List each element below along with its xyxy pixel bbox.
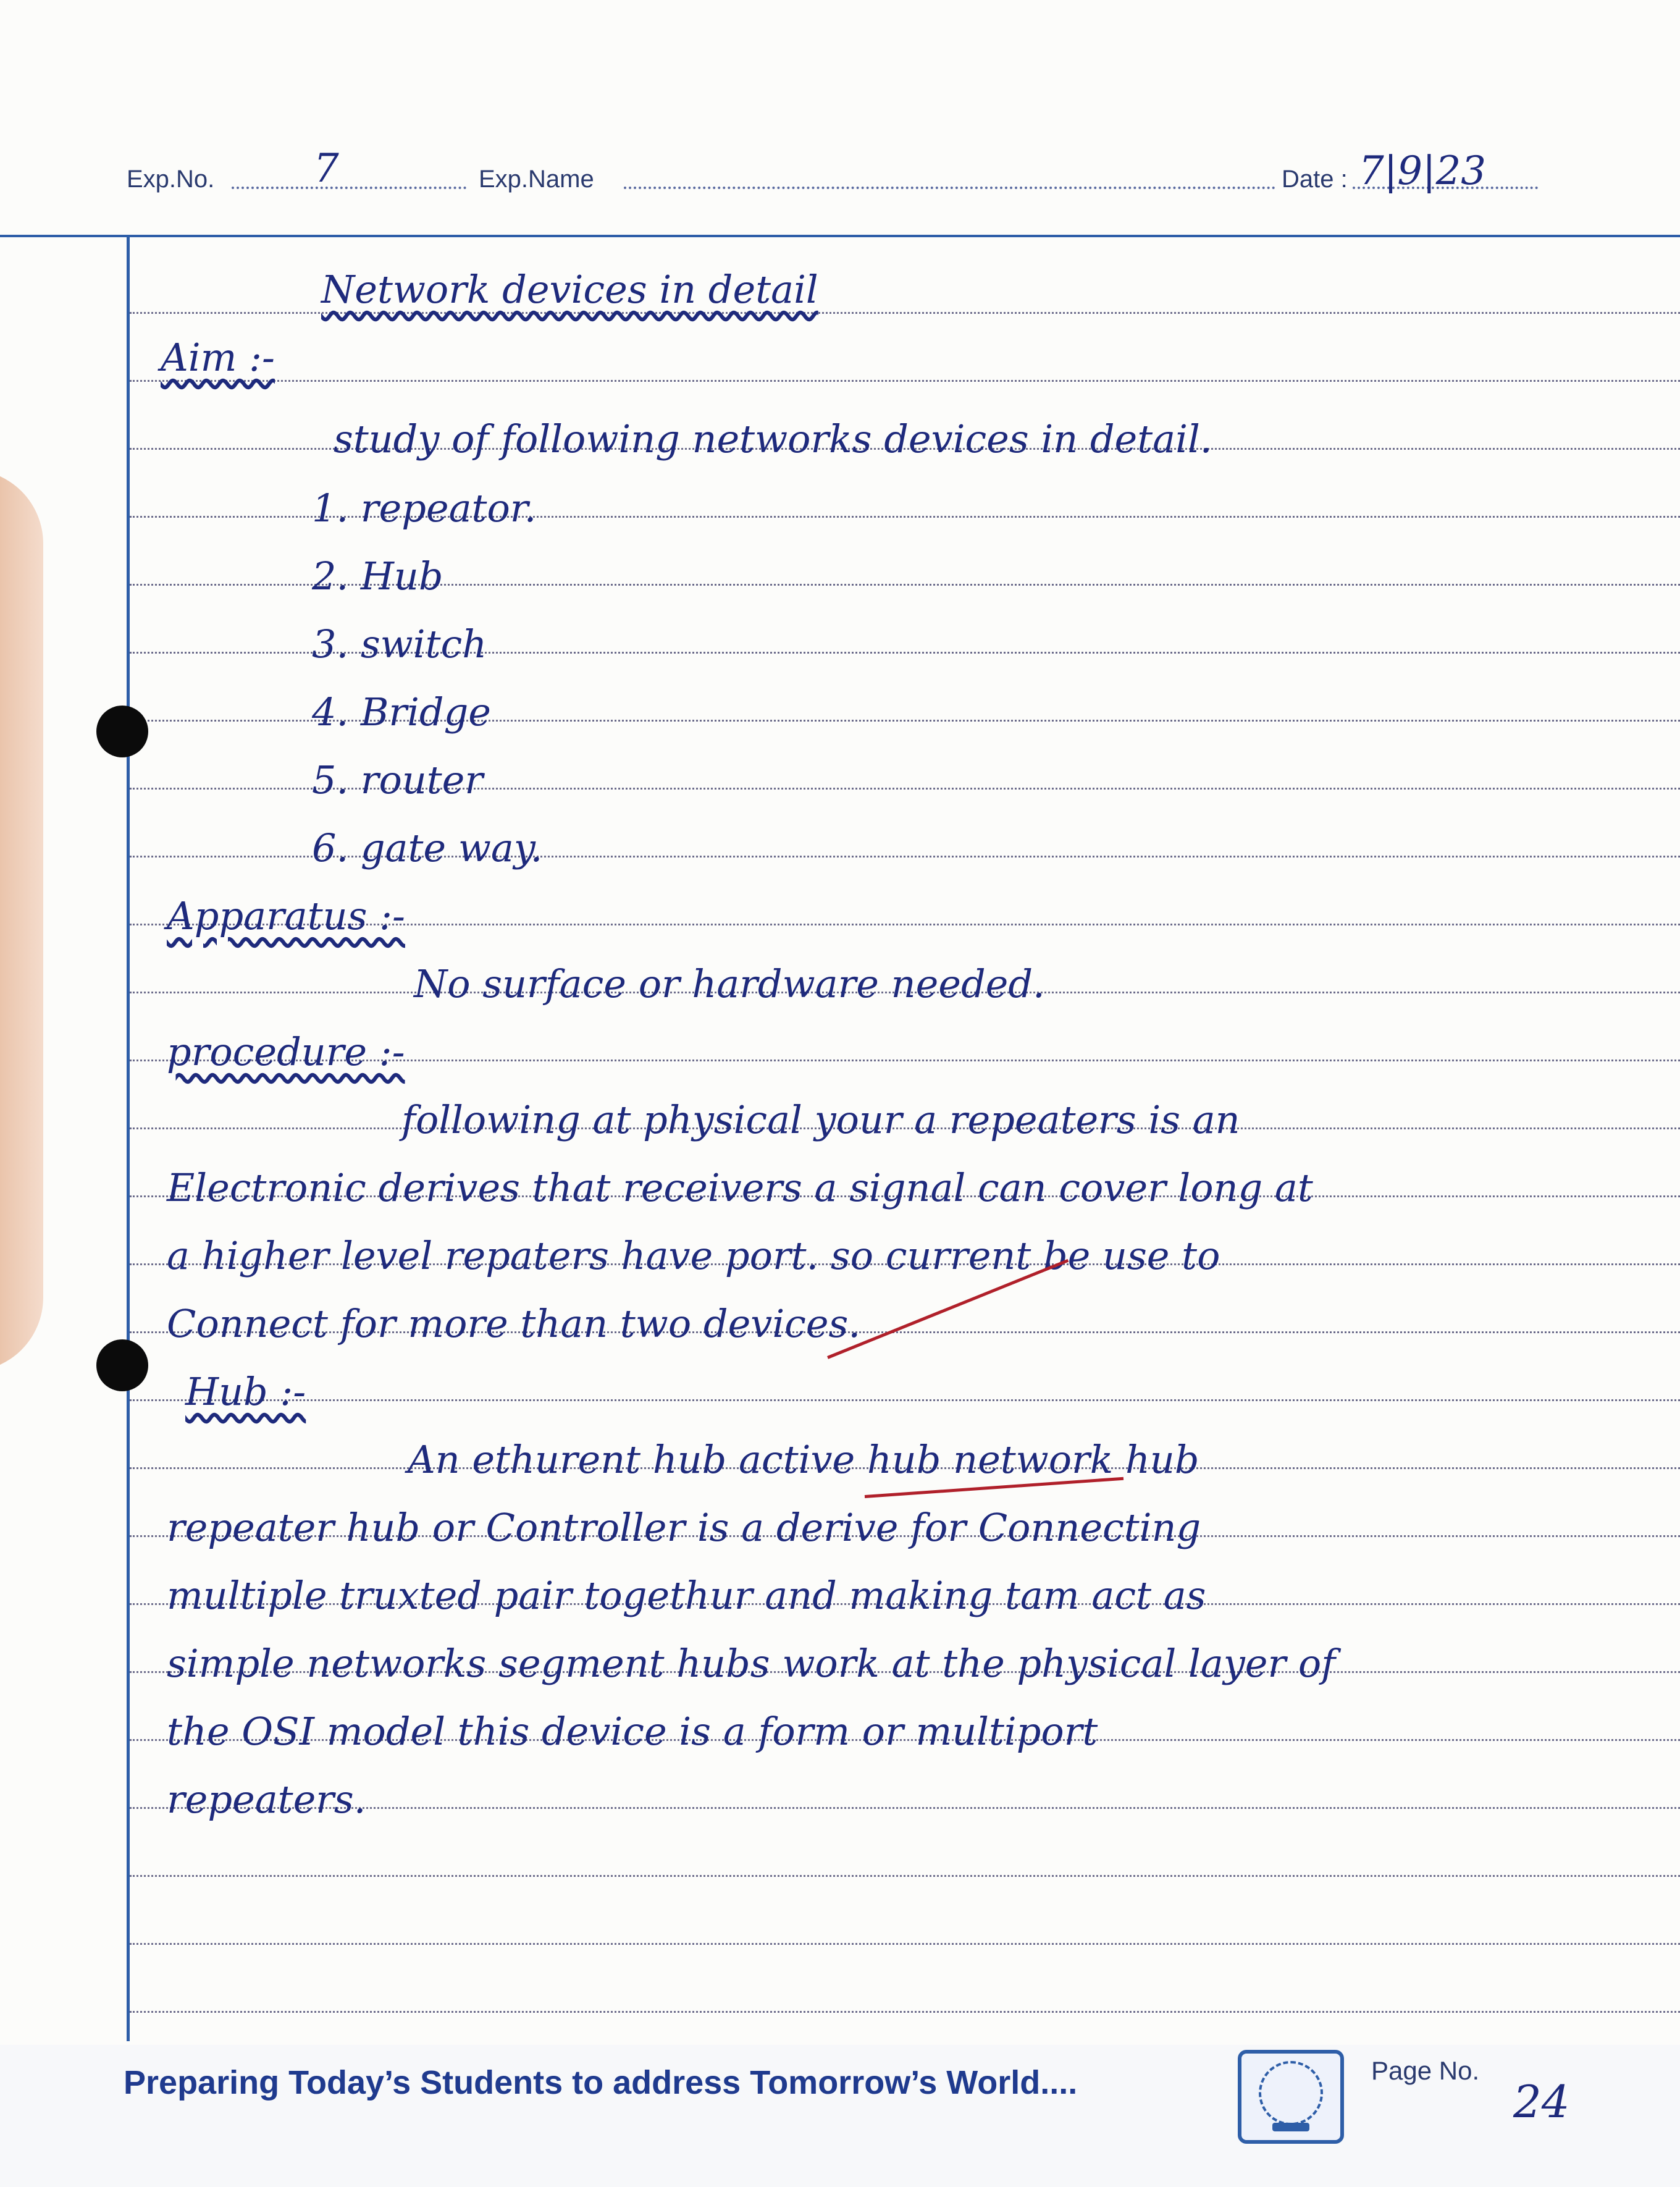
device-item: 6. gate way.	[312, 825, 543, 870]
procedure-heading: procedure :-	[167, 1029, 405, 1074]
finger-edge	[0, 470, 43, 1372]
punch-hole	[96, 1339, 148, 1391]
apparatus-text: No surface or hardware needed.	[414, 961, 1045, 1006]
exp-no-field-line	[232, 187, 466, 189]
page-no-value: 24	[1513, 2076, 1570, 2128]
hub-line: multiple truxted pair togethur and making tam act as	[167, 1573, 1206, 1618]
hub-heading: Hub :-	[185, 1369, 306, 1414]
exp-no-label: Exp.No.	[127, 166, 215, 193]
exp-name-field-line	[624, 187, 1275, 189]
top-rule	[0, 235, 1680, 237]
procedure-line: following at physical your a repeaters is an	[401, 1097, 1240, 1142]
date-label: Date :	[1282, 166, 1348, 193]
hub-line: simple networks segment hubs work at the physical layer of	[167, 1641, 1336, 1686]
procedure-line: Connect for more than two devices.	[167, 1301, 861, 1346]
aim-text: study of following networks devices in detail.	[334, 416, 1212, 461]
date-value: 7|9|23	[1359, 148, 1486, 194]
ruled-line	[130, 380, 1680, 382]
apparatus-heading: Apparatus :-	[167, 893, 405, 938]
page-no-label: Page No.	[1371, 2056, 1480, 2085]
exp-name-label: Exp.Name	[479, 166, 594, 193]
ruled-line	[130, 312, 1680, 314]
margin-rule	[127, 237, 130, 2041]
ruled-line	[130, 2011, 1680, 2013]
device-item: 5. router	[312, 757, 484, 803]
footer-tagline: Preparing Today’s Students to address Tomorrow’s World....	[124, 2064, 1078, 2101]
hub-line: repeaters.	[167, 1777, 366, 1822]
college-logo-icon	[1238, 2050, 1344, 2144]
device-item: 4. Bridge	[312, 689, 491, 735]
device-item: 2. Hub	[312, 554, 443, 599]
exp-no-value: 7	[314, 146, 339, 192]
punch-hole	[96, 706, 148, 757]
ruled-line	[130, 1943, 1680, 1945]
hub-line: repeater hub or Controller is a derive for Connecting	[167, 1505, 1201, 1550]
hub-line: the OSI model this device is a form or multiport	[167, 1709, 1098, 1754]
device-item: 1. repeator.	[312, 486, 537, 531]
device-item: 3. switch	[312, 622, 487, 667]
aim-heading: Aim :-	[161, 335, 275, 380]
procedure-line: a higher level repaters have port. so current be use to	[167, 1233, 1220, 1278]
procedure-line: Electronic derives that receivers a signal can cover long at	[167, 1165, 1313, 1210]
hub-line: An ethurent hub active hub network hub	[408, 1437, 1199, 1482]
ruled-line	[130, 1399, 1680, 1401]
page-title: Network devices in detail	[321, 267, 818, 312]
ruled-line	[130, 1875, 1680, 1877]
